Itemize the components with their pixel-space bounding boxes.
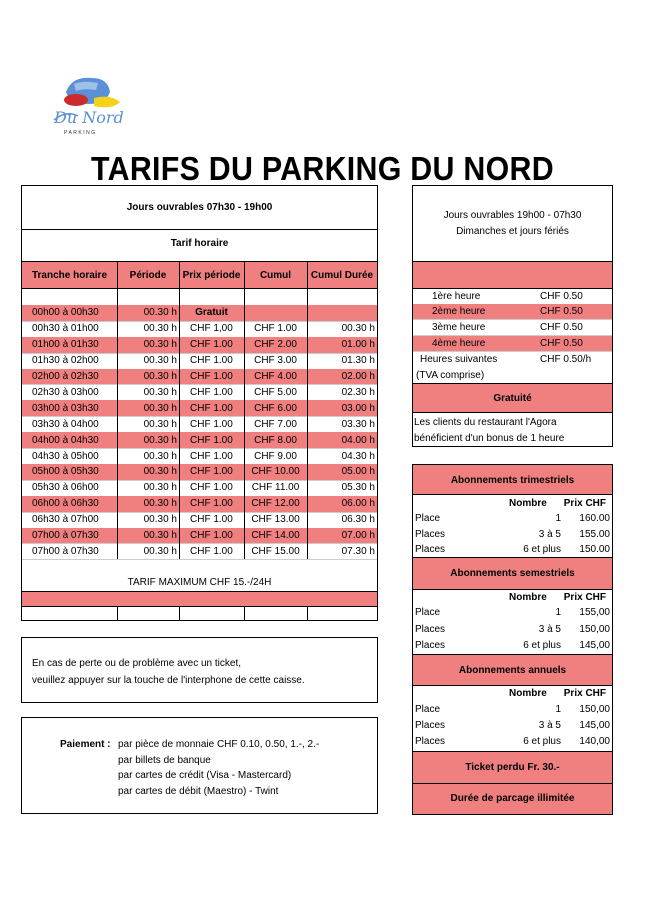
cumul-cell: CHF 2.00 — [254, 339, 297, 351]
prix-periode-cell: CHF 1.00 — [190, 355, 233, 367]
periode-cell: 00.30 h — [143, 530, 177, 541]
column-line — [117, 262, 118, 559]
logo-sub-text: PARKING — [64, 130, 97, 136]
cumul-cell: CHF 10.00 — [251, 466, 300, 478]
header-tranche: Tranche horaire — [31, 270, 108, 281]
subscription-title: Abonnements semestriels — [450, 568, 575, 579]
subscription-nombre: 1 — [555, 704, 561, 715]
subscription-title: Abonnements trimestriels — [450, 475, 575, 486]
subscription-price: 155.00 — [579, 529, 610, 540]
periode-cell: 00.30 h — [143, 371, 177, 382]
tranche-cell: 04h30 à 05h00 — [32, 450, 99, 462]
column-line — [179, 262, 180, 559]
cumul-duree-cell: 04.00 h — [341, 434, 375, 446]
night-period-line1: Jours ouvrables 19h00 - 07h30 — [443, 210, 582, 221]
blank-pink-row — [22, 592, 377, 606]
subscription-price: 150,00 — [579, 704, 610, 715]
tarif-horaire-subtitle: Tarif horaire — [170, 238, 229, 249]
tranche-cell: 05h00 à 05h30 — [32, 466, 99, 478]
cumul-duree-cell: 01.00 h — [341, 339, 375, 351]
cumul-duree-cell: 05.00 h — [341, 466, 375, 478]
subscription-nombre: 3 à 5 — [538, 624, 561, 635]
tranche-cell: 02h30 à 03h00 — [32, 386, 99, 398]
lost-ticket-note — [21, 637, 378, 703]
tranche-cell: 03h30 à 04h00 — [32, 418, 99, 430]
subscription-place: Place — [415, 513, 441, 524]
subscription-price: 150.00 — [579, 544, 610, 555]
subscription-price: 150,00 — [579, 624, 610, 635]
prix-periode-cell: CHF 1.00 — [190, 386, 233, 398]
night-hour-label: 4ème heure — [432, 338, 486, 349]
periode-cell: 00.30 h — [143, 323, 177, 335]
payment-label: Paiement : — [60, 739, 111, 750]
periode-cell: 00.30 h — [143, 386, 177, 398]
night-hour-price: CHF 0.50 — [540, 306, 583, 317]
tva-note: (TVA comprise) — [416, 370, 485, 381]
prix-periode-cell: CHF 1.00 — [190, 339, 233, 351]
prix-periode-cell: CHF 1.00 — [190, 402, 233, 414]
prix-periode-cell: CHF 1,00 — [190, 323, 233, 335]
day-period-title: Jours ouvrables 07h30 - 19h00 — [126, 202, 273, 213]
payment-line-3: par cartes de crédit (Visa - Mastercard) — [118, 770, 292, 781]
header-cumul: Cumul — [259, 270, 292, 281]
prix-periode-cell: CHF 1.00 — [190, 450, 233, 462]
night-hour-label: Heures suivantes — [420, 354, 498, 365]
prix-periode-cell: CHF 1.00 — [190, 434, 233, 446]
periode-cell: 00.30 h — [143, 434, 177, 446]
payment-line-2: par billets de banque — [118, 755, 211, 766]
col-nombre-header: Nombre — [509, 498, 547, 509]
subscription-price: 145,00 — [579, 720, 610, 731]
subscription-place: Place — [415, 704, 441, 715]
subscription-price: 145,00 — [579, 640, 610, 651]
periode-cell: 00.30 h — [143, 545, 177, 557]
payment-line-4: par cartes de débit (Maestro) - Twint — [118, 786, 279, 797]
subscription-price: 155,00 — [579, 607, 610, 618]
agora-line1: Les clients du restaurant l'Agora — [414, 417, 557, 428]
night-hour-label: 1ère heure — [432, 291, 481, 302]
col-prix-header: Prix CHF — [563, 688, 606, 699]
cumul-duree-cell: 07.30 h — [341, 545, 375, 557]
periode-cell: 00.30 h — [143, 307, 177, 319]
cumul-cell: CHF 6.00 — [254, 402, 297, 414]
subscription-price: 160.00 — [579, 513, 610, 524]
tranche-cell: 01h00 à 01h30 — [32, 339, 99, 351]
car-logo-icon — [44, 70, 134, 138]
cumul-duree-cell: 03.30 h — [341, 418, 375, 430]
cumul-cell: CHF 9.00 — [254, 450, 297, 462]
periode-cell: 00.30 h — [143, 482, 177, 494]
cumul-duree-cell: 01.30 h — [341, 355, 375, 367]
night-hour-price: CHF 0.50 — [540, 338, 583, 349]
tranche-cell: 03h00 à 03h30 — [32, 402, 99, 414]
subscription-place: Places — [415, 736, 446, 747]
tranche-cell: 06h30 à 07h00 — [32, 514, 99, 526]
cumul-duree-cell: 06.30 h — [341, 514, 375, 526]
cumul-cell: CHF 11.00 — [251, 482, 300, 494]
subscription-place: Place — [415, 607, 441, 618]
prix-periode-cell: CHF 1.00 — [190, 498, 233, 510]
subscription-place: Places — [415, 544, 446, 555]
cumul-duree-cell: 02.00 h — [341, 371, 375, 382]
cumul-cell: CHF 7.00 — [254, 418, 297, 430]
row-line — [22, 559, 377, 560]
tranche-cell: 06h00 à 06h30 — [32, 498, 99, 510]
tranche-cell: 00h00 à 00h30 — [32, 307, 99, 319]
subscription-place: Places — [415, 720, 446, 731]
subscription-nombre: 3 à 5 — [538, 720, 561, 731]
cumul-cell: CHF 4.00 — [254, 371, 297, 382]
cumul-duree-cell: 04.30 h — [341, 450, 375, 462]
divider — [413, 494, 612, 495]
tranche-cell: 07h00 à 07h30 — [32, 545, 99, 557]
periode-cell: 00.30 h — [143, 514, 177, 526]
tranche-cell: 00h30 à 01h00 — [32, 323, 99, 335]
prix-periode-cell: CHF 1.00 — [190, 482, 233, 494]
cumul-cell: CHF 8.00 — [254, 434, 297, 446]
tranche-cell: 07h00 à 07h30 — [32, 530, 99, 541]
cumul-cell: CHF 14.00 — [251, 530, 300, 541]
subscription-nombre: 1 — [555, 607, 561, 618]
divider — [22, 606, 377, 607]
subscription-nombre: 6 et plus — [523, 736, 561, 747]
header-periode: Période — [129, 270, 167, 281]
subscription-place: Places — [415, 529, 446, 540]
tranche-cell: 04h00 à 04h30 — [32, 434, 99, 446]
cumul-duree-cell: 06.00 h — [341, 498, 375, 510]
lost-ticket-line1: En cas de perte ou de problème avec un ticket, — [32, 658, 242, 669]
night-hour-label: 2ème heure — [432, 306, 486, 317]
cumul-cell: CHF 3.00 — [254, 355, 297, 367]
tranche-cell: 05h30 à 06h00 — [32, 482, 99, 494]
max-tarif-text: TARIF MAXIMUM CHF 15.-/24H — [127, 577, 272, 588]
subscription-nombre: 3 à 5 — [538, 529, 561, 540]
cumul-cell: CHF 12.00 — [251, 498, 300, 510]
tranche-cell: 02h00 à 02h30 — [32, 371, 99, 382]
divider — [22, 229, 377, 230]
logo-script-text: Du Nord — [54, 108, 124, 127]
gratuite-label: Gratuité — [493, 393, 532, 404]
divider — [413, 412, 612, 413]
page-title: TARIFS DU PARKING DU NORD — [91, 150, 554, 187]
subscription-nombre: 1 — [555, 513, 561, 524]
ticket-perdu-label: Ticket perdu Fr. 30.- — [465, 762, 560, 773]
subscription-price: 140,00 — [579, 736, 610, 747]
cumul-cell: CHF 1.00 — [254, 323, 297, 335]
lost-ticket-line2: veuillez appuyer sur la touche de l'interphone de cette caisse. — [32, 675, 305, 686]
subscription-nombre: 6 et plus — [523, 640, 561, 651]
divider — [22, 288, 377, 289]
prix-periode-cell: Gratuit — [195, 307, 228, 319]
periode-cell: 00.30 h — [143, 339, 177, 351]
cumul-duree-cell: 00.30 h — [341, 323, 375, 335]
payment-line-1: par pièce de monnaie CHF 0.10, 0.50, 1.-, 2.- — [118, 739, 320, 750]
subscription-place: Places — [415, 640, 446, 651]
divider — [413, 751, 612, 752]
header-prix-periode: Prix période — [182, 270, 241, 281]
cumul-duree-cell: 03.00 h — [341, 402, 375, 414]
col-nombre-header: Nombre — [509, 592, 547, 603]
periode-cell: 00.30 h — [143, 418, 177, 430]
cumul-cell: CHF 13.00 — [251, 514, 300, 526]
night-hour-price: CHF 0.50 — [540, 322, 583, 333]
night-hour-price: CHF 0.50/h — [540, 354, 592, 365]
periode-cell: 00.30 h — [143, 498, 177, 510]
column-line — [307, 262, 308, 559]
payment-box — [21, 717, 378, 814]
prix-periode-cell: CHF 1.00 — [190, 466, 233, 478]
night-hour-price: CHF 0.50 — [540, 291, 583, 302]
periode-cell: 00.30 h — [143, 402, 177, 414]
prix-periode-cell: CHF 1.00 — [190, 530, 233, 541]
night-hour-label: 3ème heure — [432, 322, 486, 333]
prix-periode-cell: CHF 1.00 — [190, 545, 233, 557]
col-nombre-header: Nombre — [509, 688, 547, 699]
subscription-title: Abonnements annuels — [458, 665, 567, 676]
prix-periode-cell: CHF 1.00 — [190, 418, 233, 430]
cumul-duree-cell: 02.30 h — [341, 386, 375, 398]
cumul-cell: CHF 15.00 — [251, 545, 300, 557]
subscription-nombre: 6 et plus — [523, 544, 561, 555]
night-period-line2: Dimanches et jours fériés — [456, 226, 569, 237]
col-prix-header: Prix CHF — [563, 592, 606, 603]
col-prix-header: Prix CHF — [563, 498, 606, 509]
agora-line2: bénéficient d'un bonus de 1 heure — [414, 433, 565, 444]
tranche-cell: 01h30 à 02h00 — [32, 355, 99, 367]
subscription-place: Places — [415, 624, 446, 635]
duree-label: Durée de parcage illimitée — [450, 793, 575, 804]
cumul-duree-cell: 07.00 h — [341, 530, 375, 541]
parking-logo — [44, 70, 134, 138]
prix-periode-cell: CHF 1.00 — [190, 514, 233, 526]
column-line — [244, 262, 245, 559]
night-header-row — [413, 262, 612, 288]
header-cumul-duree: Cumul Durée — [310, 270, 374, 281]
prix-periode-cell: CHF 1.00 — [190, 371, 233, 382]
cumul-cell: CHF 5.00 — [254, 386, 297, 398]
cumul-duree-cell: 05.30 h — [341, 482, 375, 494]
periode-cell: 00.30 h — [143, 450, 177, 462]
periode-cell: 00.30 h — [143, 466, 177, 478]
periode-cell: 00.30 h — [143, 355, 177, 367]
